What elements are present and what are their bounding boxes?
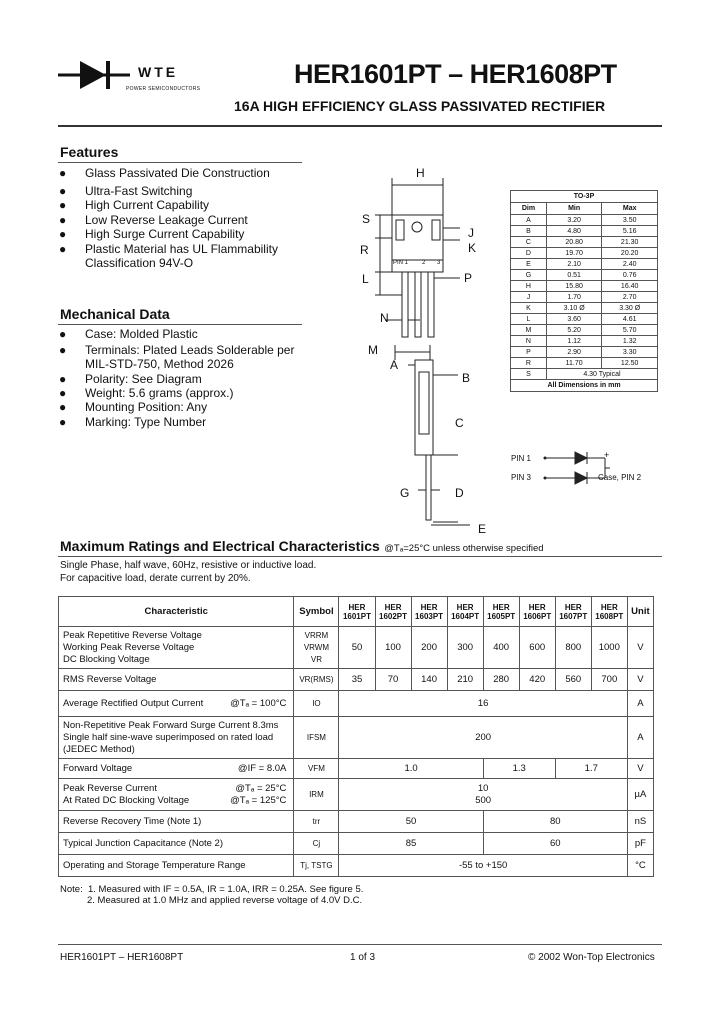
diode-logo-icon: [58, 58, 130, 92]
table-row: H 15.80 16.40: [511, 281, 658, 292]
list-item: MIL-STD-750, Method 2026: [85, 357, 234, 371]
pin-schematic: [535, 450, 645, 490]
pin-label-2: 2: [422, 260, 426, 266]
list-item: ● Polarity: See Diagram: [59, 372, 202, 386]
char-header: Characteristic: [59, 597, 294, 627]
table-row: G 0.51 0.76: [511, 270, 658, 281]
table-row: Peak Repetitive Reverse Voltage Working Peak Reverse Voltage DC Blocking Voltage VRRM VRWM VR 50 100 200 300 400 600 800 1000 V: [59, 627, 654, 669]
footer-left: HER1601PT – HER1608PT: [60, 952, 184, 963]
logo: [58, 58, 208, 98]
table-row: N 1.12 1.32: [511, 336, 658, 347]
ratings-heading: Maximum Ratings and Electrical Characteristics @Tₐ=25°C unless otherwise specified: [60, 538, 544, 554]
dim-label-m: M: [368, 343, 378, 357]
dim-label-a: A: [390, 358, 399, 372]
dim-label-h: H: [416, 166, 425, 180]
min-header: Min: [546, 203, 602, 215]
max-header: Max: [602, 203, 658, 215]
table-row: S 4.30 Typical: [511, 369, 658, 380]
table-row: RMS Reverse Voltage VR(RMS) 35 70 140 210 280 420 560 700 V: [59, 669, 654, 691]
ratings-note1: Single Phase, half wave, 60Hz, resistive or inductive load.: [60, 560, 317, 571]
pin-label-3: 3: [437, 260, 441, 266]
ratings-table: Characteristic Symbol HER 1601PT HER 1602PT HER 1603PT HER 1604PT HER 1605PT HER 1606PT HER 1607PT HER 1608PT Unit Peak Repetitive Reverse Voltage Working Peak Reverse Voltage DC Blocking Voltage VRRM VRWM VR 50 100 200 300 400 600 800 1000 V RMS Reverse Voltage VR(RMS) 35 70 140 210 280 420 560 700 V Average Rectified Output Current @Tₐ = 100°C IO 16 A Non-Repetitive Peak Forward Surge Current 8.3ms Single half sine-wave superimposed on rated load (JEDEC Method) IFSM 200 A Forward Voltage @IF = 8.0A VFM 1.0 1.3 1.7 V Peak Reverse Current @Tₐ = 25°C At Rated DC Blocking Voltage @Tₐ = 125°C IRM 10 500 µA Reverse Recovery Time (Note 1) trr 50 80 nS Typical Junction Capacitance (Note 2) Cj 85 60 pF Operating and Storage Temperature Range Tj, TSTG -55 to +150 °C: [58, 596, 654, 877]
table-row: D 19.70 20.20: [511, 248, 658, 259]
table-row: R 11.70 12.50: [511, 358, 658, 369]
dim-label-j: J: [468, 226, 474, 240]
ratings-note2: For capacitive load, derate current by 20%.: [60, 573, 251, 584]
dim-label-e: E: [478, 522, 487, 536]
table-row: M 5.20 5.70: [511, 325, 658, 336]
list-item: ● Low Reverse Leakage Current: [59, 213, 248, 227]
dim-label-c: C: [455, 416, 464, 430]
list-item: ● High Surge Current Capability: [59, 227, 245, 241]
table-row: K 3.10 Ø 3.30 Ø: [511, 303, 658, 314]
list-item: ● Plastic Material has UL Flammability: [59, 242, 278, 256]
table-row: L 3.60 4.61: [511, 314, 658, 325]
table-row: Operating and Storage Temperature Range Tj, TSTG -55 to +150 °C: [59, 855, 654, 877]
list-item: ● High Current Capability: [59, 198, 210, 212]
table-row: E 2.10 2.40: [511, 259, 658, 270]
footer-copyright: © 2002 Won-Top Electronics: [528, 952, 655, 963]
list-item: ● Marking: Type Number: [59, 415, 207, 429]
dim-label-d: D: [455, 486, 464, 500]
schematic-pin1: PIN 1: [511, 454, 532, 463]
pin-label-1: PIN 1: [393, 260, 409, 266]
footer-page: 1 of 3: [350, 952, 376, 963]
dim-label-g: G: [400, 486, 410, 500]
unit-header: Unit: [627, 597, 653, 627]
table-row: B 4.80 5.16: [511, 226, 658, 237]
dim-label-p: P: [464, 271, 473, 285]
table-row: Non-Repetitive Peak Forward Surge Current 8.3ms Single half sine-wave superimposed on rated load (JEDEC Method) IFSM 200 A: [59, 717, 654, 759]
table-row: Forward Voltage @IF = 8.0A VFM 1.0 1.3 1.7 V: [59, 759, 654, 779]
dim-label-r: R: [360, 243, 369, 257]
notes: Note: 1. Measured with IF = 0.5A, IR = 1.0A, IRR = 0.25A. See figure 5. 2. Measured at 1.0 MHz and applied reverse voltage of 4.0V D.C.: [60, 884, 364, 906]
table-row: A 3.20 3.50: [511, 215, 658, 226]
table-row: Average Rectified Output Current @Tₐ = 100°C IO 16 A: [59, 691, 654, 717]
table-row: Reverse Recovery Time (Note 1) trr 50 80 nS: [59, 811, 654, 833]
table-row: P 2.90 3.30: [511, 347, 658, 358]
schematic-pin3: PIN 3: [511, 473, 532, 482]
list-item: ● Mounting Position: Any: [59, 400, 208, 414]
dim-header: Dim: [511, 203, 547, 215]
list-item: Classification 94V-O: [85, 256, 194, 270]
list-item: ● Case: Molded Plastic: [59, 327, 198, 341]
list-item: ● Weight: 5.6 grams (approx.): [59, 386, 234, 400]
logo-text: WTE: [138, 64, 179, 80]
dim-label-s: S: [362, 212, 371, 226]
dim-label-k: K: [468, 241, 477, 255]
schematic-plus: +: [604, 450, 610, 460]
list-item: ● Terminals: Plated Leads Solderable per: [59, 343, 295, 357]
list-item: ● Glass Passivated Die Construction: [59, 166, 270, 180]
dim-table-footer: All Dimensions in mm: [511, 380, 658, 392]
page-title: HER1601PT – HER1608PT: [294, 59, 617, 89]
table-row: Typical Junction Capacitance (Note 2) Cj 85 60 pF: [59, 833, 654, 855]
dim-label-l: L: [362, 272, 369, 286]
table-row: C 20.80 21.30: [511, 237, 658, 248]
table-row: Peak Reverse Current @Tₐ = 25°C At Rated DC Blocking Voltage @Tₐ = 125°C IRM 10 500 µA: [59, 779, 654, 811]
package-name: TO-3P: [511, 191, 658, 203]
symbol-header: Symbol: [294, 597, 339, 627]
page-subtitle: 16A HIGH EFFICIENCY GLASS PASSIVATED RECTIFIER: [234, 98, 606, 114]
list-item: ● Ultra-Fast Switching: [59, 184, 193, 198]
table-row: J 1.70 2.70: [511, 292, 658, 303]
schematic-case: Case, PIN 2: [598, 473, 642, 482]
mechanical-heading: Mechanical Data: [60, 306, 170, 322]
features-heading: Features: [60, 144, 119, 160]
dim-label-n: N: [380, 311, 389, 325]
logo-subtext: POWER SEMICONDUCTORS: [126, 86, 201, 92]
dim-label-b: B: [462, 371, 471, 385]
dimension-table: [510, 190, 658, 392]
